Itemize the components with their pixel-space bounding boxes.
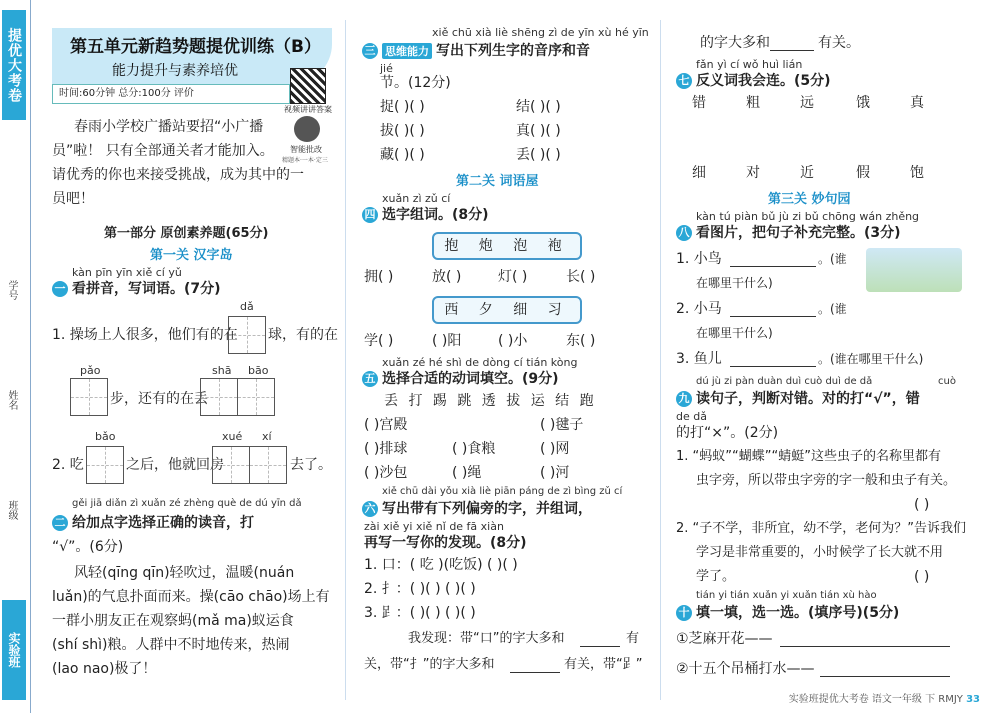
name-label: 姓名 xyxy=(6,390,17,410)
antonym-bottom: 假 xyxy=(856,165,870,181)
antonym-bottom: 近 xyxy=(800,165,814,181)
antonym-top: 真 xyxy=(910,95,924,111)
q3-pinyin2: jié xyxy=(380,62,393,75)
pinyin-bao: bāo xyxy=(248,364,269,377)
q6-finding: 我发现：带“口”的字大多和 xyxy=(408,631,565,646)
q8-line: 2. 小马 xyxy=(676,301,722,317)
scene-illustration xyxy=(866,248,962,292)
q8-line: 在哪里干什么) xyxy=(696,326,773,340)
q3-tag: 思维能力 xyxy=(382,43,432,59)
q8-number: 八 xyxy=(676,225,692,241)
judge-paren[interactable]: ( ) xyxy=(914,497,930,513)
q10-line: ①芝麻开花—— xyxy=(676,631,773,647)
q6-continuation: 的字大多和 xyxy=(700,35,770,51)
word-set-scroll: 西 夕 细 习 xyxy=(432,296,582,324)
q9-sentence: 学习是非常重要的，小时候学了长大就不用 xyxy=(696,545,944,560)
q4-pinyin: xuǎn zì zǔ cí xyxy=(382,192,451,205)
q4-item: ( )阳 xyxy=(432,333,462,349)
q3-item: 捉( )( ) xyxy=(380,99,425,115)
q8-line: 3. 鱼儿 xyxy=(676,351,722,367)
q2-line: 风轻(qīng qīn)轻吹过，温暖(nuán xyxy=(74,565,295,581)
q10-line: ②十五个吊桶打水—— xyxy=(676,661,815,677)
q1-line: 之后，他就回房 xyxy=(126,457,224,473)
q8-line: 。(谁 xyxy=(818,252,847,266)
q1-line: 2. 吃 xyxy=(52,457,84,473)
q9-sentence: 虫字旁，所以带虫字旁的字一般和虫子有关。 xyxy=(696,473,957,488)
q4-item: 学( ) xyxy=(364,333,394,349)
antonym-top: 粗 xyxy=(746,95,760,111)
qr-caption: 视频讲讲答案 xyxy=(284,105,332,114)
q6-title: 写出带有下列偏旁的字，并组词， xyxy=(382,501,592,517)
q8-line: 1. 小鸟 xyxy=(676,251,722,267)
intro-line: 春雨小学校广播站要招“小广播 xyxy=(74,119,264,135)
q3-item: 藏( )( ) xyxy=(380,147,425,163)
q6-row: 2. 扌：( )( ) ( )( ) xyxy=(364,581,476,597)
q1-line: 1. 操场上人很多，他们有的在 xyxy=(52,327,238,343)
writing-cell[interactable] xyxy=(86,446,124,484)
q8-line: 。(谁在哪里干什么) xyxy=(818,352,924,366)
qr-code-icon xyxy=(290,68,326,104)
footer xyxy=(789,690,980,705)
writing-cell[interactable] xyxy=(228,316,266,354)
q7-pinyin: fǎn yì cí wǒ huì lián xyxy=(696,58,803,71)
grading-logo-icon xyxy=(294,116,320,142)
q9-title2: 的打“×”。(2分) xyxy=(676,425,779,441)
q4-item: 长( ) xyxy=(566,269,596,285)
q5-number: 五 xyxy=(362,371,378,387)
q1-number: 一 xyxy=(52,281,68,297)
q9-title: 读句子，判断对错。对的打“√”，错 xyxy=(696,391,920,407)
q4-item: ( )小 xyxy=(498,333,528,349)
q7-number: 七 xyxy=(676,73,692,89)
q5-item: ( )毽子 xyxy=(540,417,584,433)
q10-title: 填一填，选一选。(填序号)(5分) xyxy=(696,605,900,621)
q9-sentence: 2. “子不学，非所宜，幼不学，老何为？”告诉我们 xyxy=(676,521,967,536)
answer-blank[interactable] xyxy=(730,266,816,267)
q3-title2: 节。(12分) xyxy=(380,75,451,91)
q5-word-bank: 丢 打 踢 跳 透 拔 运 结 跑 xyxy=(384,393,597,409)
q10-pinyin: tián yi tián xuǎn yi xuǎn tián xù hào xyxy=(696,590,877,601)
q2-pinyin: gěi jiā diǎn zì xuǎn zé zhèng què de dú yīn dǎ xyxy=(72,498,302,509)
intro-line: 员吧！ xyxy=(52,191,94,207)
answer-blank[interactable] xyxy=(730,366,816,367)
writing-cell[interactable] xyxy=(70,378,108,416)
q2-number: 二 xyxy=(52,515,68,531)
q5-item: ( )宫殿 xyxy=(364,417,408,433)
q5-item: ( )绳 xyxy=(452,465,482,481)
q8-title: 看图片，把句子补充完整。(3分) xyxy=(696,225,901,241)
q3-item: 真( )( ) xyxy=(516,123,561,139)
answer-blank[interactable] xyxy=(780,646,950,647)
answer-blank[interactable] xyxy=(580,646,620,647)
answer-blank[interactable] xyxy=(820,676,950,677)
class-label: 班级 xyxy=(6,500,17,520)
q1-line: 去了。 xyxy=(290,457,332,473)
pinyin-xi: xí xyxy=(262,430,272,443)
q6-finding: 有 xyxy=(626,631,640,646)
q10-number: 十 xyxy=(676,605,692,621)
q3-number: 三 xyxy=(362,43,378,59)
antonym-top: 饿 xyxy=(856,95,870,111)
q3-item: 拔( )( ) xyxy=(380,123,425,139)
q6-finding: 关，带“扌”的字大多和 xyxy=(364,657,495,672)
q5-item: ( )网 xyxy=(540,441,570,457)
q9-pinyin: dú jù zi pàn duàn duì cuò duì de dǎ xyxy=(696,376,873,387)
q2-line: luǎn)的气息扑面而来。操(cāo chāo)场上有 xyxy=(52,589,330,605)
pinyin-xue: xué xyxy=(222,430,243,443)
antonym-top: 远 xyxy=(800,95,814,111)
antonym-bottom: 细 xyxy=(692,165,706,181)
q5-pinyin: xuǎn zé hé shì de dòng cí tián kòng xyxy=(382,356,578,369)
q1-pinyin: kàn pīn yīn xiě cí yǔ xyxy=(72,266,182,279)
pinyin-da: dǎ xyxy=(240,300,254,313)
footer-text: 实验班提优大考卷 语文一年级 下 RMJY xyxy=(788,694,963,705)
q9-sentence: 1. “蚂蚁”“蝴蝶”“蜻蜓”这些虫子的名称里都有 xyxy=(676,449,941,464)
logo-caption-small: 精题本·一本·定三 xyxy=(282,157,328,164)
q6-finding: 有关，带“𧾷” xyxy=(564,657,643,672)
answer-blank[interactable] xyxy=(730,316,816,317)
word-set-scroll: 抱 炮 泡 袍 xyxy=(432,232,582,260)
q3-pinyin: xiě chū xià liè shēng zì de yīn xù hé yīn xyxy=(432,26,649,39)
answer-blank[interactable] xyxy=(770,50,814,51)
q5-item: ( )排球 xyxy=(364,441,408,457)
q6-pinyin: xiě chū dài yǒu xià liè piān páng de zì bìng zǔ cí xyxy=(382,486,623,497)
intro-line: 请优秀的你也来接受挑战，成为其中的一 xyxy=(52,167,304,183)
column-divider xyxy=(345,20,346,700)
q5-item: ( )沙包 xyxy=(364,465,408,481)
page-number: 33 xyxy=(966,694,980,705)
pinyin-bao2: bǎo xyxy=(95,430,116,443)
q7-title: 反义词我会连。(5分) xyxy=(696,73,831,89)
q2-line: (lao nao)极了！ xyxy=(52,661,157,677)
q6-pinyin2: zài xiě yi xiě nǐ de fā xiàn xyxy=(364,520,504,533)
q2-title: 给加点字选择正确的读音，打 xyxy=(72,515,254,531)
q4-item: 灯( ) xyxy=(498,269,528,285)
q9-sentence: 学了。 xyxy=(696,569,736,584)
exam-meta: 时间:60分钟 总分:100分 评价 xyxy=(52,84,290,104)
writing-cell[interactable] xyxy=(200,378,238,416)
student-id-label: 学号 xyxy=(6,280,17,300)
q5-item: ( )食粮 xyxy=(452,441,496,457)
q8-line: 。(谁 xyxy=(818,302,847,316)
q1-line: 球，有的在 xyxy=(268,327,338,343)
q3-item: 结( )( ) xyxy=(516,99,561,115)
q4-item: 拥( ) xyxy=(364,269,394,285)
q6-title2: 再写一写你的发现。(8分) xyxy=(364,535,527,551)
column-divider xyxy=(660,20,661,700)
q2-line: 一群小朋友正在观察蚂(mǎ ma)蚁运食 xyxy=(52,613,294,629)
writing-cell[interactable] xyxy=(237,378,275,416)
writing-cell[interactable] xyxy=(249,446,287,484)
q3-item: 丢( )( ) xyxy=(516,147,561,163)
part-title: 第一部分 原创素养题(65分) xyxy=(104,226,269,241)
answer-blank[interactable] xyxy=(510,672,560,673)
q4-item: 放( ) xyxy=(432,269,462,285)
q6-number: 六 xyxy=(362,501,378,517)
antonym-top: 错 xyxy=(692,95,706,111)
q9-pinyin2: de dǎ xyxy=(676,410,707,423)
stage-title: 第一关 汉字岛 xyxy=(150,248,233,263)
logo-caption: 智能批改 xyxy=(290,145,322,154)
stage-title: 第三关 妙句园 xyxy=(768,192,851,207)
q4-number: 四 xyxy=(362,207,378,223)
q8-line: 在哪里干什么) xyxy=(696,276,773,290)
pinyin-sha: shā xyxy=(212,364,232,377)
q3-title: 写出下列生字的音序和音 xyxy=(436,43,590,59)
page-title: 第五单元新趋势题提优训练（B） xyxy=(70,37,321,57)
q1-line: 步，还有的在丢 xyxy=(110,391,208,407)
q6-row: 3. 𧾷：( )( ) ( )( ) xyxy=(364,605,476,621)
antonym-bottom: 饱 xyxy=(910,165,924,181)
intro-line: 员”啦！ 只有全部通关者才能加入。 xyxy=(52,143,274,159)
q1-title: 看拼音，写词语。(7分) xyxy=(72,281,221,297)
q6-row: 1. 口：( 吃 )(吃饭) ( )( ) xyxy=(364,557,518,573)
q9-pinyin-cuo: cuò xyxy=(938,376,956,387)
antonym-bottom: 对 xyxy=(746,165,760,181)
page-subtitle: 能力提升与素养培优 xyxy=(112,63,238,79)
q4-item: 东( ) xyxy=(566,333,596,349)
q9-number: 九 xyxy=(676,391,692,407)
q5-title: 选择合适的动词填空。(9分) xyxy=(382,371,559,387)
writing-cell[interactable] xyxy=(212,446,250,484)
stage-title: 第二关 词语屋 xyxy=(456,174,539,189)
q2-line: (shí shì)粮。人群中不时地传来，热闹 xyxy=(52,637,290,653)
brand-logo: 实验班 xyxy=(2,600,26,700)
q8-pinyin: kàn tú piàn bǔ jù zi bǔ chōng wán zhěng xyxy=(696,210,920,223)
judge-paren[interactable]: ( ) xyxy=(914,569,930,585)
q4-title: 选字组词。(8分) xyxy=(382,207,489,223)
q6-continuation: 有关。 xyxy=(818,35,860,51)
q5-item: ( )河 xyxy=(540,465,570,481)
pinyin-pao: pǎo xyxy=(80,364,101,377)
q2-line: “√”。(6分) xyxy=(52,539,124,555)
side-title: 提优大考卷 xyxy=(2,10,26,120)
